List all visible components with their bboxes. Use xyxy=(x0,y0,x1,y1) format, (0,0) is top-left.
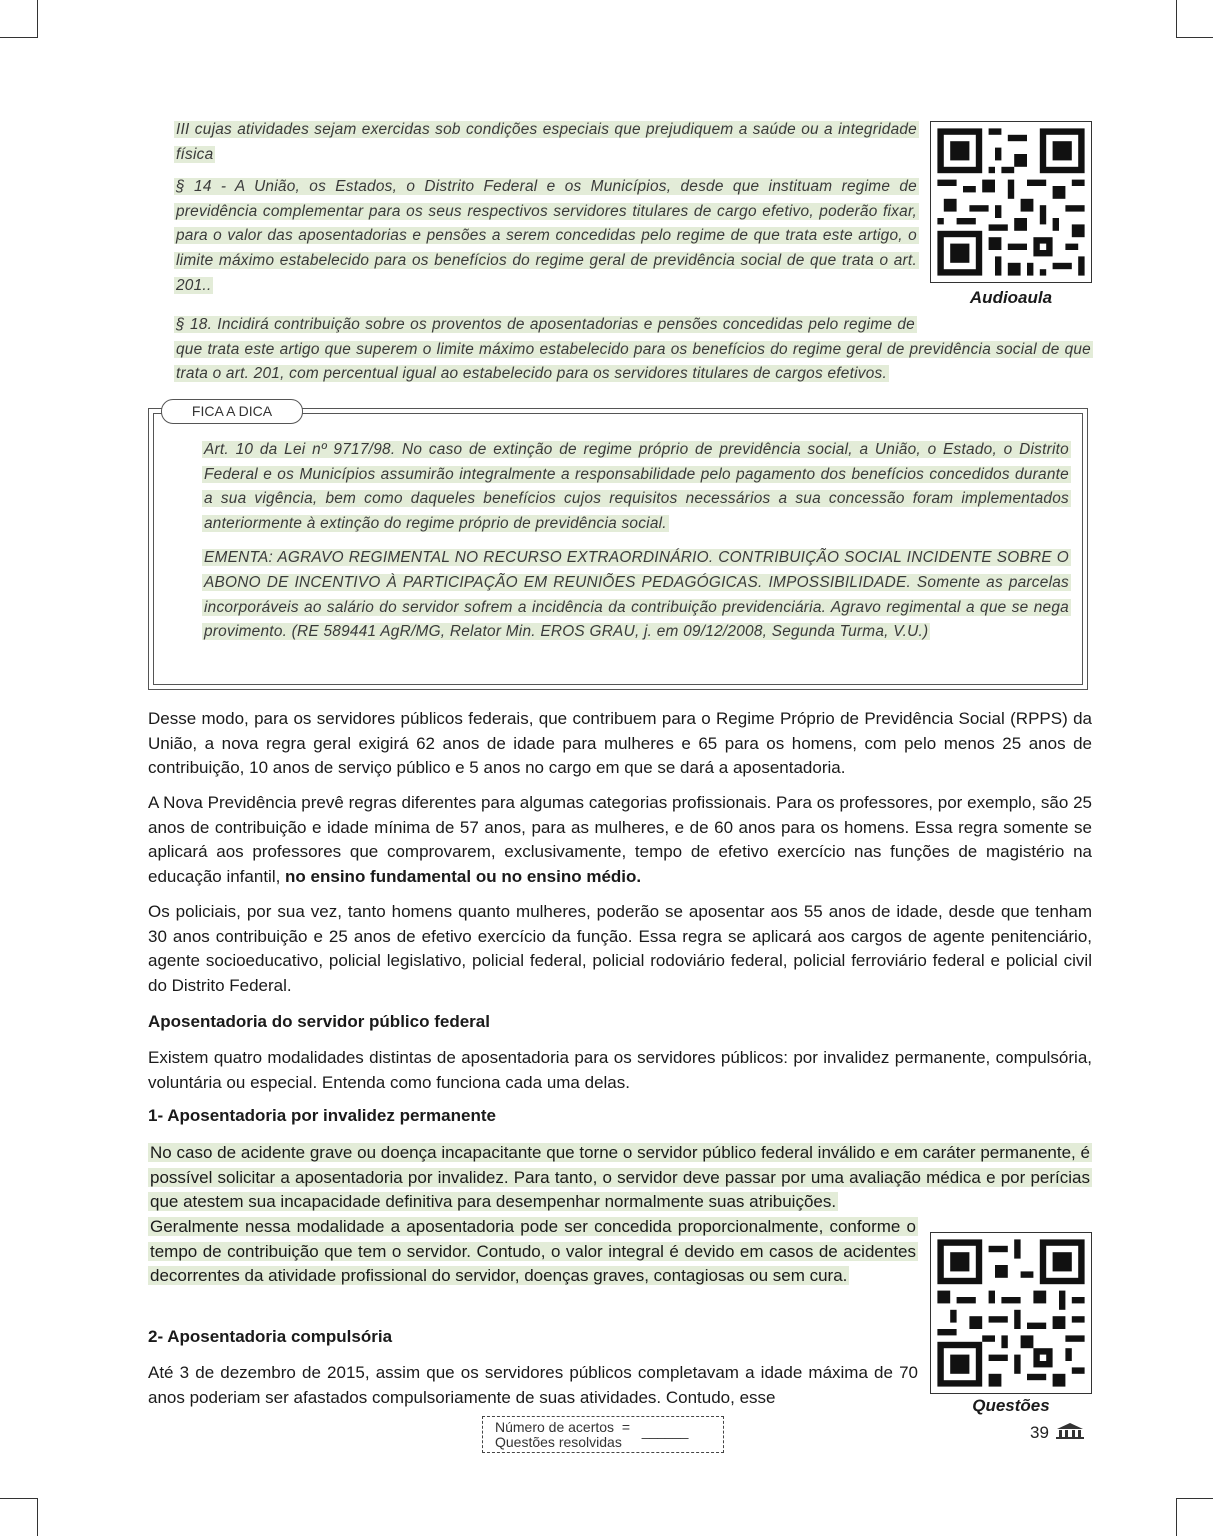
tip-box-label: FICA A DICA xyxy=(161,399,303,424)
crop-mark xyxy=(1176,1498,1177,1536)
tip-paragraph-ementa: EMENTA: AGRAVO REGIMENTAL NO RECURSO EXTRAORDINÁRIO. CONTRIBUIÇÃO SOCIAL INCIDENTE SOBRE O ABONO DE INCENTIVO À PARTICIPAÇÃO EM REUNIÕES PEDAGÓGICAS. IMPOSSIBILIDADE. Somente as parcelas incorporáveis ao salário do servidor sofrem a incidência da contribuição previdenciária. Agravo regimental a que se nega provimento. (RE 589441 AgR/MG, Relator Min. EROS GRAU, j. em 09/12/2008, Segunda Turma, V.U.) xyxy=(204,549,1069,641)
paragraph-policiais xyxy=(148,900,1092,998)
paragraph-rpps xyxy=(148,707,1092,781)
crop-mark xyxy=(1176,0,1177,38)
crop-mark xyxy=(1176,1498,1213,1499)
heading-invalidez: 1- Aposentadoria por invalidez permanente xyxy=(148,1106,496,1125)
paragraph-compulsoria-text: Até 3 de dezembro de 2015, assim que os servidores públicos completavam a idade máxima de 70 anos poderiam ser afastados compulsoriamente de suas atividades. Contudo, esse xyxy=(148,1363,918,1407)
qr-code-icon xyxy=(931,1233,1091,1393)
crop-mark xyxy=(37,1498,38,1536)
score-label-acertos: Número de acertos xyxy=(495,1419,615,1435)
score-blank: ______ xyxy=(641,1423,689,1439)
page-number: 39 xyxy=(1030,1423,1049,1442)
paragraph-rpps-text: Desse modo, para os servidores públicos federais, que contribuem para o Regime Próprio de Previdência Social (RPPS) da União, a nova regra geral exigirá 62 anos de idade para mulheres e 65 para os homens, com pelo menos 25 anos de contribuição, 10 anos de serviço público e 5 anos no cargo em que se dará a aposentadoria. xyxy=(148,709,1092,778)
quote-paragraph-14: § 14 - A União, os Estados, o Distrito Federal e os Municípios, desde que instituam regime de previdência complementar para os seus respectivos servidores titulares de cargo efetivo, poderão fixar, para o valor das aposentadorias e pensões a serem concedidas pelo regime de que trata este artigo, o limite máximo estabelecido para os benefícios do regime geral de previdência social de que trata o art. 201.. xyxy=(176,178,917,294)
tip-paragraph-law: Art. 10 da Lei nº 9717/98. No caso de extinção de regime próprio de previdência social, a União, o Estado, o Distrito Federal e os Municípios assumirão integralmente a responsabilidade pelo pagamento dos benefícios concedidos durante a sua vigência, bem como daqueles benefícios cujos requisitos necessários a sua concessão foram implementados anteriormente à extinção do regime próprio de previdência social. xyxy=(204,441,1069,532)
qr-caption-questoes: Questões xyxy=(972,1396,1050,1415)
legal-quote-top xyxy=(174,118,919,298)
tip-box-content xyxy=(202,438,1071,645)
crop-mark xyxy=(0,1498,38,1499)
heading-compulsoria: 2- Aposentadoria compulsória xyxy=(148,1327,393,1346)
crop-mark xyxy=(37,0,38,38)
score-box xyxy=(482,1416,724,1453)
paragraph-invalidez-text-a: No caso de acidente grave ou doença incapacitante que torne o servidor público federal inválido e em caráter permanente, é possível solicitar a aposentadoria por invalidez. Para tanto, o servidor deve passar por uma avaliação médica e por perícias que atestem sua incapacidade definitiva para desempenhar normalmente suas atribuições. xyxy=(150,1143,1090,1212)
qr-code-icon xyxy=(931,122,1091,282)
qr-code-audioaula[interactable] xyxy=(930,121,1092,283)
paragraph-invalidez xyxy=(148,1141,1092,1215)
paragraph-invalidez-text-b: Geralmente nessa modalidade a aposentadoria pode ser concedida proporcionalmente, conforme o tempo de contribuição que tem o servidor. Contudo, o valor integral é devido em casos de acidentes decorrentes da atividade profissional do servidor, doenças graves, contagiosas ou sem cura. xyxy=(150,1217,916,1286)
quote-paragraph-18: § 18. Incidirá contribuição sobre os proventos de aposentadorias e pensões concedidas pelo regime de que trata este artigo que superem o limite máximo estabelecido para os benefícios do regime geral de previdência social de que trata o art. 201, com percentual igual ao estabelecido para os servidores titulares de cargos efetivos. xyxy=(176,316,1091,383)
quote-paragraph-18-wrap xyxy=(174,313,1093,387)
heading-servidor-federal: Aposentadoria do servidor público federal xyxy=(148,1012,490,1031)
crop-mark xyxy=(0,37,38,38)
score-label-resolvidas: Questões resolvidas xyxy=(495,1434,622,1450)
paragraph-nova-previdencia xyxy=(148,791,1092,889)
paragraph-modalidades-text: Existem quatro modalidades distintas de aposentadoria para os servidores públicos: por invalidez permanente, compulsória, voluntária ou especial. Entenda como funciona cada uma delas. xyxy=(148,1048,1092,1092)
paragraph-compulsoria xyxy=(148,1361,918,1410)
paragraph-nova-previdencia-text: A Nova Previdência prevê regras diferentes para algumas categorias profissionais. Para os professores, por exemplo, são 25 anos de contribuição e idade mínima de 57 anos, para as mulheres, e de 60 anos para os homens. Essa regra somente se aplicará aos professores que comprovarem, exclusivamente, tempo de efetivo exercício nas funções de magistério na educação infantil, xyxy=(148,793,1092,886)
institution-logo-icon xyxy=(1055,1422,1085,1440)
paragraph-policiais-text: Os policiais, por sua vez, tanto homens quanto mulheres, poderão se aposentar aos 55 anos de idade, desde que tenham 30 anos contribuição e 25 anos de efetivo exercício da função. Essa regra se aplicará aos cargos de agente penitenciário, agente socioeducativo, policial legislativo, policial federal, policial rodoviário federal, policial ferroviário federal e policial civil do Distrito Federal. xyxy=(148,902,1092,995)
crop-mark xyxy=(1176,37,1213,38)
quote-item-iii: III cujas atividades sejam exercidas sob condições especiais que prejudiquem a saúde ou a integridade física xyxy=(176,121,917,163)
paragraph-invalidez-b xyxy=(148,1215,918,1289)
score-equals: = xyxy=(621,1419,631,1435)
qr-caption-audioaula: Audioaula xyxy=(969,288,1053,307)
paragraph-modalidades xyxy=(148,1046,1092,1095)
qr-code-questoes[interactable] xyxy=(930,1232,1092,1394)
paragraph-nova-previdencia-bold: no ensino fundamental ou no ensino médio. xyxy=(285,866,642,886)
